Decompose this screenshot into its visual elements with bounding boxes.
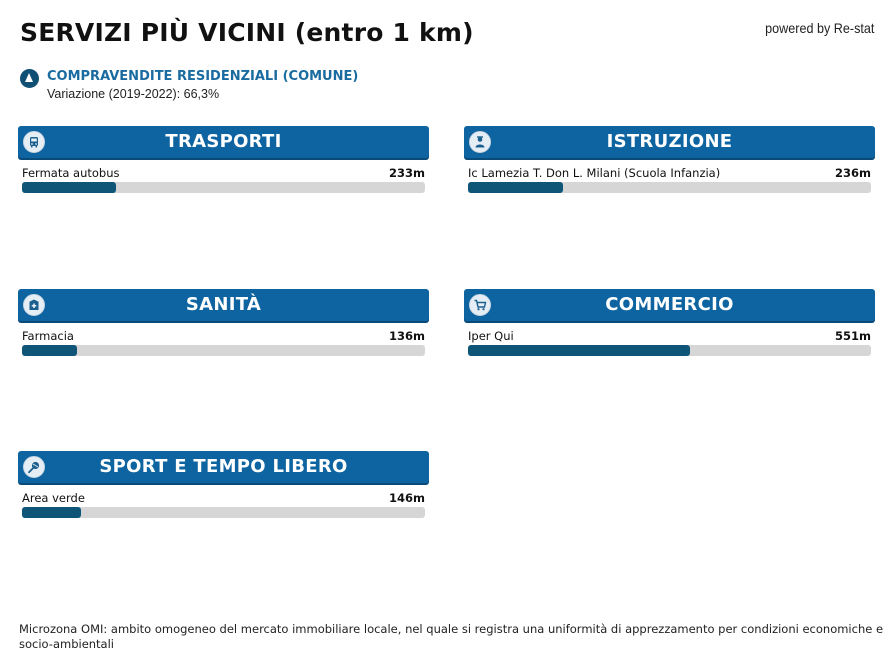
distance-bar [22, 345, 425, 356]
card-title: TRASPORTI [165, 131, 282, 152]
service-name: Area verde [22, 491, 85, 505]
service-distance: 136m [389, 329, 425, 343]
service-distance: 233m [389, 166, 425, 180]
footnote: Microzona OMI: ambito omogeneo del mercato immobiliare locale, nel quale si registra una uniformità di apprezzamento per condizioni economiche e socio-ambientali [19, 622, 884, 651]
powered-by-label: powered by Re-stat [764, 20, 874, 36]
distance-bar [468, 182, 871, 193]
card-title: SANITÀ [185, 294, 262, 315]
service-name: Iper Qui [468, 329, 514, 343]
distance-bar-fill [468, 345, 690, 356]
card-title: SPORT E TEMPO LIBERO [99, 456, 348, 477]
card-title: COMMERCIO [605, 294, 734, 315]
distance-bar-fill [22, 345, 77, 356]
distance-bar-fill [22, 182, 116, 193]
service-name: Farmacia [22, 329, 74, 343]
service-distance: 551m [835, 329, 871, 343]
service-name: Ic Lamezia T. Don L. Milani (Scuola Infanzia) [468, 166, 721, 180]
indicator-subtitle: Variazione (2019-2022): 66,3% [47, 87, 220, 101]
service-name: Fermata autobus [22, 166, 120, 180]
distance-bar-fill [22, 507, 81, 518]
distance-bar [468, 345, 871, 356]
distance-bar [22, 507, 425, 518]
triangle-up-icon [20, 69, 39, 88]
page-title: SERVIZI PIÙ VICINI (entro 1 km) [20, 18, 474, 47]
distance-bar [22, 182, 425, 193]
indicator-title: COMPRAVENDITE RESIDENZIALI (COMUNE) [47, 69, 359, 84]
card-title: ISTRUZIONE [606, 131, 733, 152]
service-distance: 236m [835, 166, 871, 180]
service-distance: 146m [389, 491, 425, 505]
distance-bar-fill [468, 182, 563, 193]
